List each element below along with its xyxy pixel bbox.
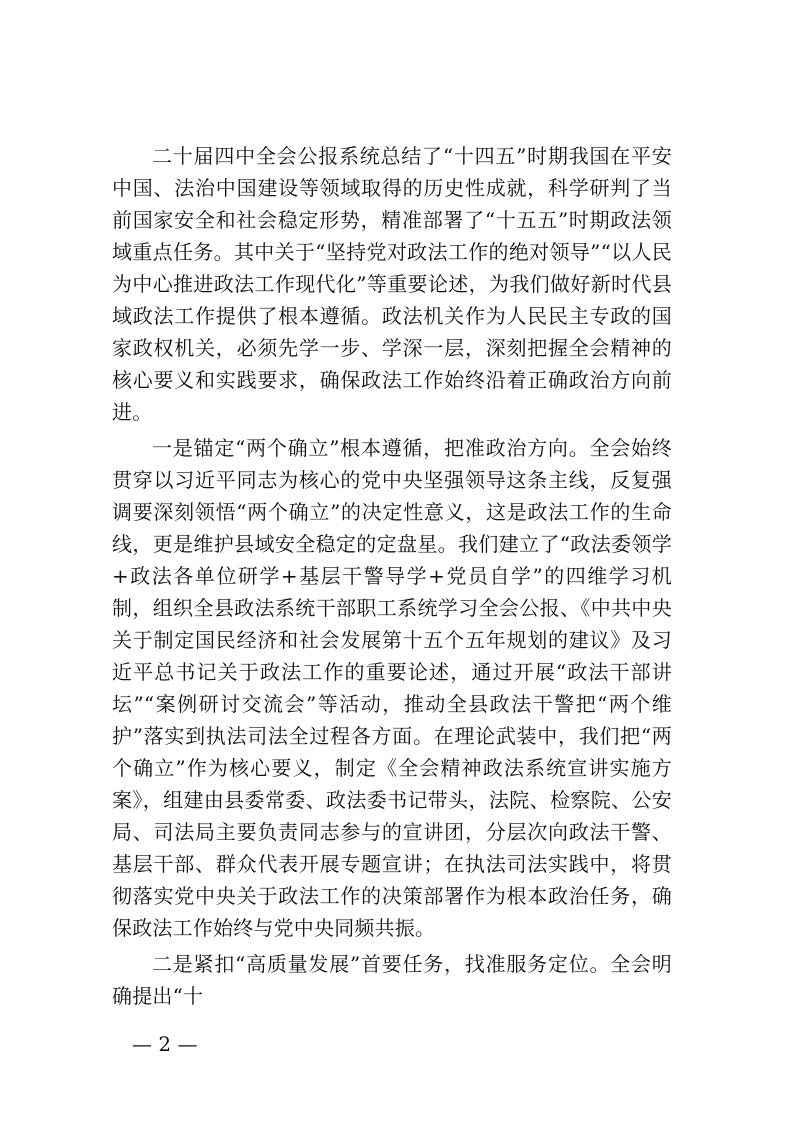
paragraph-point-two: 二是紧扣“高质量发展”首要任务，找准服务定位。全会明确提出“十: [112, 952, 672, 1008]
document-body: [112, 140, 672, 1016]
page-number: — 2 —: [132, 1032, 198, 1056]
paragraph-intro: 二十届四中全会公报系统总结了“十四五”时期我国在平安中国、法治中国建设等领域取得的历史性成就，科学研判了当前国家安全和社会稳定形势，精准部署了“十五五”时期政法领域重点任务。其中关于“坚持党对政法工作的绝对领导”“以人民为中心推进政法工作现代化”等重要论述，为我们做好新时代县域政法工作提供了根本遵循。政法机关作为人民民主专政的国家政权机关，必须先学一步、学深一层，深刻把握全会精神的核心要义和实践要求，确保政法工作始终沿着正确政治方向前进。: [112, 144, 672, 424]
paragraph-point-one: 一是锚定“两个确立”根本遵循，把准政治方向。全会始终贯穿以习近平同志为核心的党中央坚强领导这条主线，反复强调要深刻领悟“两个确立”的决定性意义，这是政法工作的生命线，更是维护县域安全稳定的定盘星。我们建立了“政法委领学+政法各单位研学+基层干警导学+党员自学”的四维学习机制，组织全县政法系统干部职工系统学习全会公报、《中共中央关于制定国民经济和社会发展第十五个五年规划的建议》及习近平总书记关于政法工作的重要论述，通过开展“政法干部讲坛”“案例研讨交流会”等活动，推动全县政法干警把“两个维护”落实到执法司法全过程各方面。在理论武装中，我们把“两个确立”作为核心要义，制定《全会精神政法系统宣讲实施方案》，组建由县委常委、政法委书记带头，法院、检察院、公安局、司法局主要负责同志参与的宣讲团，分层次向政法干警、基层干部、群众代表开展专题宣讲；在执法司法实践中，将贯彻落实党中央关于政法工作的决策部署作为根本政治任务，确保政法工作始终与党中央同频共振。: [112, 436, 672, 940]
